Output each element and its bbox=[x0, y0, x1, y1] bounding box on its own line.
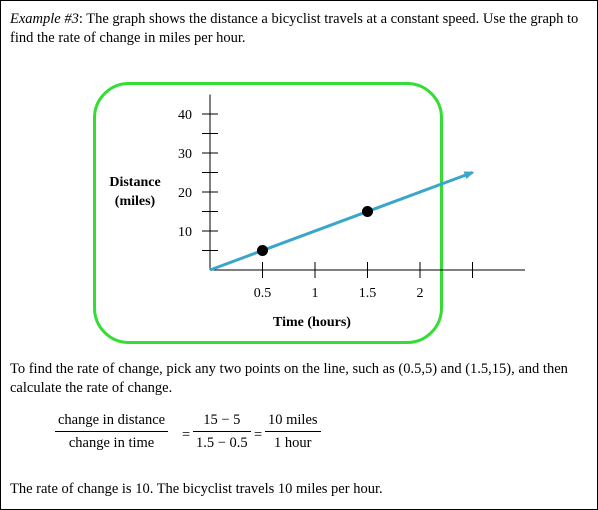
y-tick-label: 20 bbox=[178, 186, 192, 201]
fraction-values-numerator: 15 − 5 bbox=[193, 412, 251, 432]
fraction-change-numerator: change in distance bbox=[55, 412, 168, 432]
y-tick-label: 30 bbox=[178, 147, 192, 162]
x-tick-label: 1 bbox=[311, 286, 319, 301]
fraction-result-denominator: 1 hour bbox=[274, 435, 312, 451]
data-point bbox=[257, 245, 268, 256]
intro-text: : The graph shows the distance a bicyclist travels at a constant speed. Use the graph to find the rate of change in miles per hour. bbox=[10, 11, 579, 46]
fraction-result-numerator: 10 miles bbox=[265, 412, 321, 432]
example-label: Example #3 bbox=[10, 11, 79, 27]
equals-sign-1: = bbox=[182, 427, 191, 443]
x-tick-label: 2 bbox=[416, 286, 424, 301]
x-tick-labels bbox=[254, 286, 424, 301]
conclusion-paragraph: The rate of change is 10. The bicyclist travels 10 miles per hour. bbox=[10, 481, 383, 497]
distance-line bbox=[210, 173, 473, 271]
y-axis-title-line2: (miles) bbox=[114, 194, 156, 209]
fraction-values bbox=[193, 412, 251, 452]
fraction-change bbox=[55, 412, 168, 452]
y-tick-labels bbox=[178, 108, 192, 240]
fraction-change-denominator: change in time bbox=[68, 435, 155, 451]
fraction-result bbox=[265, 412, 321, 452]
x-tick-label: 1.5 bbox=[358, 286, 377, 301]
explanation-paragraph: To find the rate of change, pick any two points on the line, such as (0.5,5) and (1.5,15), and then calculate the rate of change. bbox=[10, 361, 568, 396]
equals-sign-2: = bbox=[254, 427, 263, 443]
y-tick-label: 40 bbox=[178, 108, 192, 123]
y-tick-label: 10 bbox=[178, 225, 192, 240]
fraction-values-denominator: 1.5 − 0.5 bbox=[196, 435, 248, 451]
y-axis-title-line1: Distance bbox=[109, 175, 161, 190]
x-axis-title: Time (hours) bbox=[273, 315, 351, 330]
data-point bbox=[362, 206, 373, 217]
x-tick-label: 0.5 bbox=[253, 286, 272, 301]
